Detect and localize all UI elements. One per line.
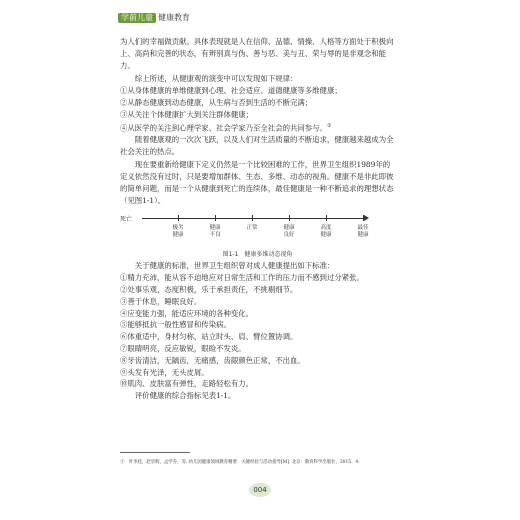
- stage-start-label: 死亡: [120, 215, 133, 223]
- axis-tick: [289, 215, 290, 221]
- stage-label: 极劣 健康: [172, 224, 184, 238]
- trend-item: ②从静态健康到动态健康，从生病与否到生活的不断完满；: [120, 97, 313, 107]
- stage-label: 健康 良好: [283, 224, 295, 238]
- standards-intro: 关于健康的标准，世界卫生组织曾对成人健康提出如下标准：: [134, 261, 335, 271]
- footnote: ① 叶李桂，赵崇辉，孟学芬，等. 幼儿园健康领域教育精要：关键经验与活动指导[M]. 北京：教育科学出版社，2015：4.: [120, 460, 360, 466]
- summary-close: 随着健康观的一次次飞跃，以及人们对生活质量的不断追求，健康越来越成为全社会关注的热点。: [120, 134, 394, 156]
- standard-item: ②处事乐观，态度积极，乐于承担责任，不挑剔细节。: [120, 285, 298, 295]
- axis-tick: [363, 215, 364, 221]
- arrow-icon: [364, 215, 369, 221]
- standard-item: ③善于休息，睡眠良好。: [120, 296, 202, 306]
- trend-item: ①从身体健康的单维健康到心理、社会适应、道德健康等多维健康；: [120, 86, 342, 96]
- stage-label: 最佳 健康: [357, 224, 369, 238]
- standard-item: ⑩肌肉、皮肤富有弹性，走路轻松有力。: [120, 379, 254, 389]
- standard-item: ④应变能力强，能适应环境的各种变化。: [120, 308, 254, 318]
- footnote-divider: [120, 452, 190, 453]
- axis-tick: [326, 215, 327, 221]
- trend-item: [120, 121, 395, 134]
- standard-item: ⑧牙齿清洁，无龋齿，无痛感，齿龈颜色正常，不出血。: [120, 355, 305, 365]
- health-continuum-diagram: [120, 211, 395, 249]
- standard-item: ⑦眼睛明亮，反应敏锐，眼睑不发炎。: [120, 344, 246, 353]
- definition-paragraph: 现在要重新给健康下定义仍然是一个比较困难的工作，世界卫生组织1989年的定义依然没有过时，只是要增加群体、生态、多维、动态的视角。健康不是非此即彼的简单问题，而是一个从健康到死亡的连续体，最佳健康是一种不断追求的理想状态（见图1-1）。: [120, 160, 394, 205]
- standard-item: ⑨头发有光泽，无头皮屑。: [120, 367, 209, 377]
- running-header: [118, 12, 190, 23]
- figure-caption: 图1-1 健康多维动态视角: [222, 250, 293, 258]
- standard-item: ⑤能够抵抗一般性感冒和传染病。: [120, 320, 231, 330]
- standards-close: 评价健康的综合指标见表1-1。: [134, 391, 236, 401]
- standard-item: ⑥体重适中，身材匀称，站立时头、肩、臂位置协调。: [120, 332, 298, 342]
- axis-tick: [178, 215, 179, 221]
- header-badge: 学前儿童: [118, 13, 156, 23]
- axis-line: [142, 218, 365, 219]
- axis-tick: [252, 215, 253, 221]
- stage-label: 健康 不良: [209, 224, 221, 238]
- footnote-marker: ①: [326, 122, 332, 129]
- axis-tick: [215, 215, 216, 221]
- standard-item: ①精力充沛，能从容不迫地应对日常生活和工作的压力而不感到过分紧张。: [120, 273, 364, 283]
- trend-item-text: ④从医学的关注到心理学家、社会学家乃至全社会的共同参与。: [120, 123, 327, 133]
- page-body: [120, 36, 395, 402]
- trend-item: ③从关注个体健康扩大到关注群体健康；: [120, 109, 254, 119]
- stage-label: 正常: [246, 224, 258, 231]
- page-number: 004: [249, 483, 271, 497]
- summary-intro: 综上所述，从健康观的演变中可以发现如下规律：: [134, 74, 298, 84]
- stage-label: 高度 健康: [320, 224, 332, 238]
- header-title: 健康教育: [158, 13, 190, 22]
- intro-paragraph: 为人们的幸福做贡献。具体表现就是人在信仰、品德、情操、人格等方面处于积极向上、高尚和完善的状态，有辨别真与伪、善与恶、美与丑、荣与辱的是非观念和能力。: [120, 37, 394, 70]
